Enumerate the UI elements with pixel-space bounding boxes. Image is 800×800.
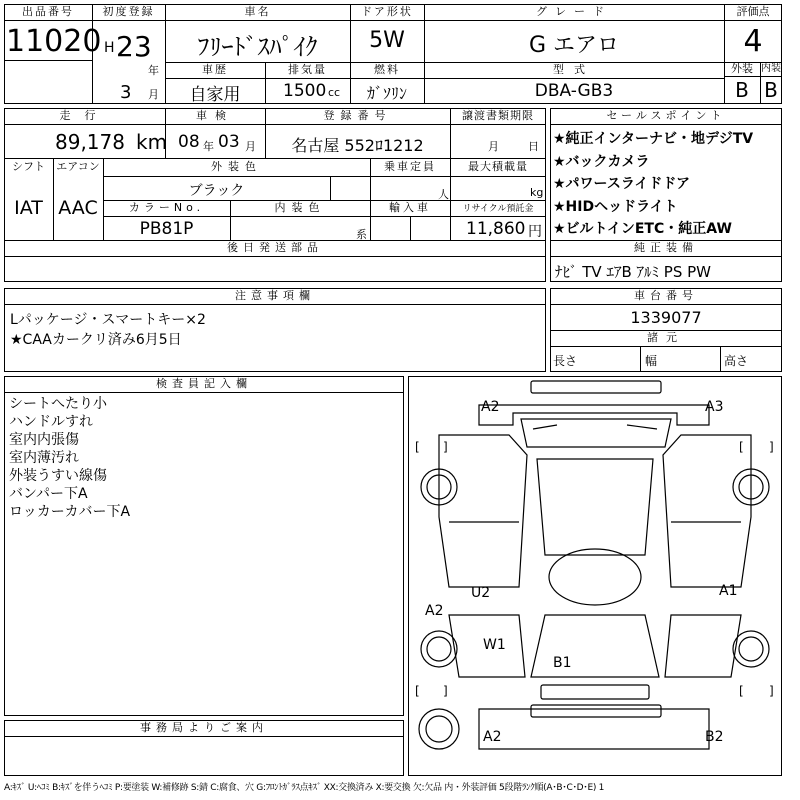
exterior-grade: B [735, 78, 749, 102]
int-color-label: 内装色 [274, 201, 326, 214]
equipment-value: ﾅﾋﾞ TV ｴｱB ｱﾙﾐ PS PW [555, 263, 711, 281]
ac-label: エアコン [56, 160, 100, 173]
sales-point-4: ★HIDヘッドライト [553, 198, 678, 215]
transfer-month-unit: 月 [488, 140, 499, 153]
length-label: 長さ [553, 354, 578, 368]
sales-point-5: ★ビルトインETC・純正AW [553, 221, 732, 237]
car-diagram [408, 376, 782, 776]
score: 4 [743, 24, 763, 59]
mileage-unit: km [136, 130, 168, 154]
inspector-line: シートへたり小 [9, 396, 107, 412]
dims-label: 諸元 [647, 331, 685, 344]
history-label: 車歴 [202, 63, 228, 76]
load-unit: kg [530, 186, 544, 199]
mark-a3-front-right: A3 [705, 399, 724, 415]
mark-a1-right-side: A1 [719, 583, 738, 599]
door-type: 5W [369, 28, 405, 53]
svg-text:]: ] [443, 684, 448, 698]
inspector-line: 室内内張傷 [9, 432, 79, 448]
inspector-list [9, 395, 399, 521]
grade: G エアロ [528, 33, 620, 58]
inspection-label: 車検 [196, 109, 234, 122]
mark-a2-rear-left: A2 [483, 729, 502, 745]
door-label: ドア形状 [361, 5, 413, 18]
inspector-line: ハンドルすれ [9, 414, 93, 430]
sales-points-label: セールスポイント [606, 109, 726, 122]
grade-label: グレード [536, 5, 612, 18]
inspection-year-unit: 年 [203, 140, 214, 153]
width-label: 幅 [645, 354, 658, 368]
fuel: ｶﾞｿﾘﾝ [366, 84, 407, 103]
model-label: 型式 [553, 63, 595, 76]
capacity-label: 乗車定員 [384, 160, 436, 173]
color-no: PB81P [139, 219, 194, 239]
mark-a2-left-side: A2 [425, 603, 444, 619]
history: 自家用 [189, 85, 241, 105]
sales-point-2: ★バックカメラ [553, 153, 650, 170]
inspection-month: 03 [218, 132, 240, 152]
lot-number: 11020 [6, 24, 102, 59]
mark-a2-front-left: A2 [481, 399, 500, 415]
svg-text:[: [ [415, 440, 420, 454]
later-parts-label: 後日発送部品 [227, 241, 323, 254]
inspector-line: ロッカーカバー下A [9, 504, 131, 520]
inspector-line: 室内薄汚れ [9, 450, 79, 466]
shift-label: シフト [12, 160, 45, 173]
car-name-label: 車名 [244, 5, 271, 18]
load-label: 最大積載量 [468, 160, 528, 173]
svg-text:[: [ [415, 684, 420, 698]
ext-color: ブラック [188, 183, 245, 199]
footer-legend: A:ｷｽﾞ U:ﾍｺﾐ B:ｷｽﾞを伴うﾍｺﾐ P:要塗装 W:補修跡 S:錆 C:腐食、穴 G:ﾌﾛﾝﾄｶﾞﾗｽ点ｷｽﾞ XX:交換済み X:要交換 欠:欠品 内・外装評価 5段階ﾗﾝｸ順(A･B･C･D･E) 1 [4, 783, 605, 793]
mark-b2-rear-right: B2 [705, 729, 724, 745]
mark-u2: U2 [471, 585, 491, 601]
svg-text:]: ] [769, 684, 774, 698]
shift: IAT [14, 197, 43, 219]
svg-text:]: ] [769, 440, 774, 454]
inspection-month-unit: 月 [245, 140, 256, 153]
color-no-label: カラーNo. [128, 201, 205, 214]
sales-point-3: ★パワースライドドア [553, 176, 691, 192]
notes-label: 注意事項欄 [235, 289, 315, 302]
mileage-label: 走行 [59, 109, 110, 122]
import-label: 輸入車 [389, 201, 431, 214]
transfer-day-unit: 日 [528, 140, 539, 153]
car-name: ﾌﾘｰﾄﾞｽﾊﾟｲｸ [197, 33, 318, 61]
plate-label: 登録番号 [323, 109, 392, 122]
reg-year: 23 [116, 30, 152, 63]
model: DBA-GB3 [534, 81, 614, 101]
month-unit: 月 [148, 88, 159, 101]
fuel-label: 燃料 [374, 63, 400, 76]
transfer-label: 譲渡書類期限 [462, 109, 534, 122]
mark-w1: W1 [483, 637, 506, 653]
height-label: 高さ [724, 354, 749, 368]
car-diagram-svg [409, 377, 781, 775]
era: H [104, 40, 115, 56]
mileage: 89,178 [55, 130, 125, 154]
ext-color-label: 外装色 [211, 160, 262, 173]
svg-text:[: [ [739, 684, 744, 698]
exterior-label: 外装 [731, 62, 753, 75]
displacement-label: 排気量 [288, 63, 327, 76]
svg-text:]: ] [443, 440, 448, 454]
score-label: 評価点 [736, 5, 770, 18]
equipment-label: 純正装備 [634, 241, 698, 254]
inspector-line: 外装うすい線傷 [9, 468, 107, 484]
capacity-unit: 人 [438, 188, 449, 201]
chassis-label: 車台番号 [634, 289, 698, 302]
displacement-unit: cc [328, 86, 341, 99]
plate-number: 名古屋 552ﾛ1212 [291, 136, 424, 155]
interior-label: 内装 [761, 63, 781, 74]
mark-b1: B1 [553, 655, 572, 671]
int-color-unit: 系 [356, 228, 367, 241]
sales-point-1: ★純正インターナビ・地デジTV [553, 131, 754, 147]
reg-month: 3 [120, 82, 132, 103]
chassis-number: 1339077 [630, 308, 702, 327]
recycle-amount: 11,860 [466, 219, 526, 239]
inspector-line: バンパー下A [9, 486, 88, 502]
recycle-unit: 円 [528, 224, 542, 240]
interior-grade: B [764, 78, 778, 102]
recycle-label: リサイクル預託金 [462, 204, 534, 214]
svg-text:[: [ [739, 440, 744, 454]
notes-line-1: Lパッケージ・スマートキー×2 [10, 312, 206, 328]
lot-label: 出品番号 [22, 5, 74, 18]
notes-line-2: ★CAAカークリ済み6月5日 [10, 332, 182, 348]
inspector-label: 検査員記入欄 [156, 377, 252, 390]
office-label: 事務局よりご案内 [140, 721, 268, 734]
inspection-year: 08 [178, 132, 200, 152]
ac: AAC [58, 197, 98, 219]
displacement: 1500 [283, 81, 327, 101]
first-reg-label: 初度登録 [102, 5, 155, 18]
year-unit: 年 [148, 64, 159, 77]
sales-points-list [553, 128, 781, 241]
